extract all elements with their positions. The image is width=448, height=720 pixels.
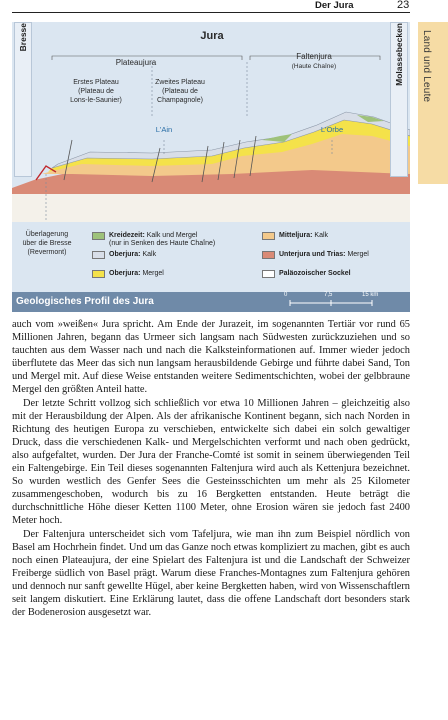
- page-number: 23: [397, 0, 410, 11]
- body-text: [12, 318, 410, 619]
- legend-swatch: [262, 232, 275, 240]
- molassebecken-label-bar: [390, 22, 408, 177]
- figure-caption-bar: [12, 292, 410, 312]
- bresse-label: Bresse: [18, 23, 28, 52]
- scale-zero: 0: [284, 292, 288, 298]
- faltenjura-sublabel: (Haute Chaîne): [291, 63, 337, 70]
- side-tab-label: Land und Leute: [421, 30, 432, 103]
- molassebecken-label: Molassebecken: [394, 23, 404, 86]
- jura-heading: Jura: [200, 30, 224, 42]
- header-rule: [12, 12, 410, 13]
- figure-caption: Geologisches Profil des Jura: [16, 296, 154, 307]
- faltenjura-label: Faltenjura: [296, 52, 332, 61]
- figure-legend: Kreidezeit: Kalk und Mergel (nur in Senken des Haute Chaîne) Mitteljura: Kalk Oberjura: Kalk Unterjura und Trias: Mergel Oberjura: Mergel Paläozoischer Sockel: [84, 228, 402, 298]
- chapter-title: Der Jura: [315, 0, 354, 11]
- legend-swatch: [262, 270, 275, 278]
- overthrust-note: Überlagerung über die Bresse (Revermont): [22, 231, 72, 256]
- paragraph: Der Faltenjura unterscheidet sich vom Tafeljura, wie man ihn zum Beispiel nördlich von Basel am Hochrhein findet. Und um das Ganze noch etwas kompliziert zu machen, gibt es auch noch einen Plateaujura, der eine Spielart des Faltenjura ist und die Landschaft der Schweizer Freiberge südlich von Basel prägt. Warum diese Franches-Montagnes zum Faltenjura gehören und dennoch nur sanft gewellte Hügel, aber keine Bergketten haben, wird von Wissenschaftlern seit langem diskutiert. Eine Erklärung lautet, dass die offene Landschaft dort besonders stark der Bodenerosion ausgesetzt war.: [12, 528, 410, 619]
- legend-swatch: [92, 270, 105, 278]
- scale-mid: 7,5: [324, 292, 333, 298]
- zweites-plateau-label: Zweites Plateau (Plateau de Champagnole): [155, 79, 205, 104]
- paragraph: Der letzte Schritt vollzog sich schließlich vor etwa 10 Millionen Jahren – gleichzeitig also mit der Herausbildung der Alpen. Als der afrikanische Kontinent begann, sich nach Norden in Richtung des heutigen Europa zu verschieben, entwickelte sich dabei ein solch gewaltiger Druck, dass die verschiedenen Kalk- und Mergelschichten verformt und nach oben gedrückt, also aufgefaltet, wurden. Der Jura der Franche-Comté ist somit in seinem überwiegenden Teil ein Faltengebirge. Ein Teil dieses sogenannten Faltenjura wird auch als Kettenjura bezeichnet. So wurden westlich des Genfer Sees die Gesteinsschichten um mehr als 25 Kilometer zusammengeschoben, wodurch bis zu 16 Bergketten entstanden. Heute beträgt die durchschnittliche Höhe dieser Ketten 1100 Meter, ohne Erosion wären sie jedoch fast 2400 Meter hoch.: [12, 397, 410, 527]
- erstes-plateau-label: Erstes Plateau (Plateau de Lons-le-Saunier): [70, 79, 122, 104]
- basement-layer: [12, 192, 410, 222]
- plateaujura-label: Plateaujura: [115, 58, 157, 67]
- paragraph: auch vom »weißen« Jura spricht. Am Ende der Jurazeit, im sogenannten Tertiär vor rund 65 Millionen Jahren, begann das Urmeer sich langsam nach Südwesten zurückzuziehen und so tauchten aus dem Wasser nach und nach die Kalksteinformationen auf. Immer wieder jedoch überflutete das Meer das sich nun langsam herausbildende Gebirge und führte dabei Sand, Ton und Mergel mit. Auf diese Weise entstanden weitere Sedimentschichten, wobei der gelbbraune Mergel den größten Anteil hatte.: [12, 319, 410, 396]
- bresse-label-bar: [14, 22, 32, 177]
- running-header: [0, 0, 448, 13]
- legend-swatch: [92, 251, 105, 259]
- legend-swatch: [262, 251, 275, 259]
- scale-end: 15 km: [362, 292, 379, 298]
- geology-profile-figure: [12, 22, 410, 312]
- river-ain-label: L'Ain: [155, 125, 173, 134]
- legend-swatch: [92, 232, 105, 240]
- chapter-side-tab: [418, 22, 448, 184]
- river-orbe-label: L'Orbe: [320, 125, 344, 134]
